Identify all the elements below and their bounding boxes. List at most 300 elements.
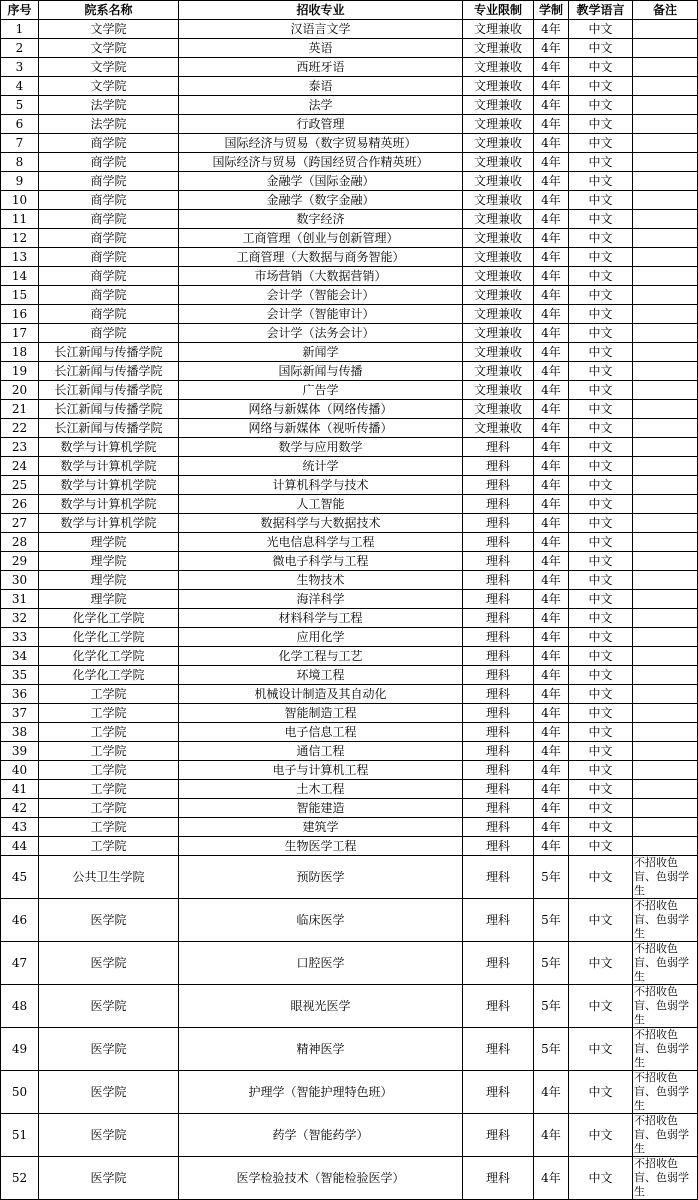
table-row — [1, 476, 698, 495]
cell-note — [633, 267, 698, 286]
cell-years: 4年 — [534, 457, 569, 476]
cell-lang: 中文 — [569, 856, 633, 899]
cell-limit: 文理兼收 — [463, 191, 534, 210]
cell-lang: 中文 — [569, 985, 633, 1028]
cell-college: 工学院 — [39, 837, 179, 856]
cell-years: 4年 — [534, 1157, 569, 1200]
cell-major: 智能建造 — [179, 799, 463, 818]
table-row — [1, 153, 698, 172]
header-college: 院系名称 — [39, 1, 179, 20]
cell-limit: 文理兼收 — [463, 305, 534, 324]
cell-no: 2 — [1, 39, 39, 58]
cell-note — [633, 799, 698, 818]
cell-note: 不招收色盲、色弱学生 — [633, 1071, 698, 1114]
cell-no: 25 — [1, 476, 39, 495]
cell-no: 47 — [1, 942, 39, 985]
cell-lang: 中文 — [569, 837, 633, 856]
cell-college: 商学院 — [39, 210, 179, 229]
cell-no: 26 — [1, 495, 39, 514]
cell-major: 泰语 — [179, 77, 463, 96]
table-row — [1, 495, 698, 514]
cell-lang: 中文 — [569, 20, 633, 39]
table-row — [1, 39, 698, 58]
cell-lang: 中文 — [569, 58, 633, 77]
cell-years: 4年 — [534, 58, 569, 77]
cell-major: 汉语言文学 — [179, 20, 463, 39]
cell-limit: 理科 — [463, 1071, 534, 1114]
cell-note — [633, 134, 698, 153]
cell-limit: 文理兼收 — [463, 419, 534, 438]
cell-limit: 文理兼收 — [463, 20, 534, 39]
table-row — [1, 134, 698, 153]
cell-college: 数学与计算机学院 — [39, 514, 179, 533]
cell-years: 4年 — [534, 533, 569, 552]
cell-major: 精神医学 — [179, 1028, 463, 1071]
cell-lang: 中文 — [569, 761, 633, 780]
table-row — [1, 818, 698, 837]
cell-years: 4年 — [534, 134, 569, 153]
cell-major: 西班牙语 — [179, 58, 463, 77]
cell-limit: 文理兼收 — [463, 324, 534, 343]
cell-college: 工学院 — [39, 780, 179, 799]
table-row — [1, 191, 698, 210]
cell-college: 法学院 — [39, 96, 179, 115]
cell-major: 统计学 — [179, 457, 463, 476]
cell-lang: 中文 — [569, 457, 633, 476]
cell-years: 4年 — [534, 628, 569, 647]
cell-lang: 中文 — [569, 1157, 633, 1200]
table-row — [1, 419, 698, 438]
cell-major: 智能制造工程 — [179, 704, 463, 723]
cell-no: 40 — [1, 761, 39, 780]
cell-college: 文学院 — [39, 77, 179, 96]
table-row — [1, 210, 698, 229]
table-row — [1, 856, 698, 899]
cell-major: 金融学（国际金融） — [179, 172, 463, 191]
cell-note: 不招收色盲、色弱学生 — [633, 985, 698, 1028]
cell-note — [633, 419, 698, 438]
cell-limit: 理科 — [463, 856, 534, 899]
cell-no: 14 — [1, 267, 39, 286]
cell-no: 21 — [1, 400, 39, 419]
cell-years: 4年 — [534, 742, 569, 761]
cell-limit: 理科 — [463, 647, 534, 666]
table-row — [1, 438, 698, 457]
cell-no: 13 — [1, 248, 39, 267]
cell-major: 口腔医学 — [179, 942, 463, 985]
cell-no: 11 — [1, 210, 39, 229]
header-no: 序号 — [1, 1, 39, 20]
table-row — [1, 343, 698, 362]
cell-no: 42 — [1, 799, 39, 818]
table-row — [1, 324, 698, 343]
table-row — [1, 362, 698, 381]
cell-college: 商学院 — [39, 191, 179, 210]
cell-college: 医学院 — [39, 899, 179, 942]
cell-note — [633, 362, 698, 381]
cell-limit: 理科 — [463, 985, 534, 1028]
cell-no: 33 — [1, 628, 39, 647]
cell-note — [633, 476, 698, 495]
cell-lang: 中文 — [569, 942, 633, 985]
cell-limit: 理科 — [463, 685, 534, 704]
cell-lang: 中文 — [569, 134, 633, 153]
cell-major: 会计学（法务会计） — [179, 324, 463, 343]
cell-limit: 理科 — [463, 742, 534, 761]
cell-college: 化学化工学院 — [39, 666, 179, 685]
cell-college: 理学院 — [39, 552, 179, 571]
cell-major: 金融学（数字金融） — [179, 191, 463, 210]
cell-limit: 文理兼收 — [463, 153, 534, 172]
cell-limit: 理科 — [463, 495, 534, 514]
cell-years: 4年 — [534, 286, 569, 305]
header-note: 备注 — [633, 1, 698, 20]
cell-college: 公共卫生学院 — [39, 856, 179, 899]
cell-no: 36 — [1, 685, 39, 704]
cell-limit: 理科 — [463, 1114, 534, 1157]
cell-years: 4年 — [534, 552, 569, 571]
cell-limit: 文理兼收 — [463, 343, 534, 362]
cell-no: 38 — [1, 723, 39, 742]
cell-major: 护理学（智能护理特色班） — [179, 1071, 463, 1114]
cell-college: 长江新闻与传播学院 — [39, 362, 179, 381]
cell-no: 27 — [1, 514, 39, 533]
cell-no: 32 — [1, 609, 39, 628]
cell-college: 医学院 — [39, 1028, 179, 1071]
cell-college: 商学院 — [39, 267, 179, 286]
cell-no: 37 — [1, 704, 39, 723]
cell-years: 4年 — [534, 1071, 569, 1114]
cell-years: 4年 — [534, 685, 569, 704]
cell-lang: 中文 — [569, 324, 633, 343]
cell-note — [633, 704, 698, 723]
cell-note — [633, 628, 698, 647]
cell-lang: 中文 — [569, 780, 633, 799]
cell-major: 材料科学与工程 — [179, 609, 463, 628]
cell-lang: 中文 — [569, 153, 633, 172]
cell-limit: 文理兼收 — [463, 115, 534, 134]
cell-lang: 中文 — [569, 438, 633, 457]
cell-note — [633, 514, 698, 533]
cell-college: 长江新闻与传播学院 — [39, 381, 179, 400]
cell-lang: 中文 — [569, 1028, 633, 1071]
cell-limit: 理科 — [463, 1157, 534, 1200]
cell-lang: 中文 — [569, 571, 633, 590]
cell-no: 28 — [1, 533, 39, 552]
cell-no: 20 — [1, 381, 39, 400]
cell-note — [633, 438, 698, 457]
table-row — [1, 590, 698, 609]
cell-limit: 文理兼收 — [463, 58, 534, 77]
cell-years: 4年 — [534, 799, 569, 818]
cell-no: 12 — [1, 229, 39, 248]
cell-years: 4年 — [534, 20, 569, 39]
cell-major: 药学（智能药学） — [179, 1114, 463, 1157]
cell-limit: 理科 — [463, 799, 534, 818]
cell-major: 土木工程 — [179, 780, 463, 799]
cell-years: 4年 — [534, 419, 569, 438]
cell-limit: 理科 — [463, 438, 534, 457]
cell-limit: 理科 — [463, 761, 534, 780]
cell-college: 长江新闻与传播学院 — [39, 419, 179, 438]
cell-lang: 中文 — [569, 305, 633, 324]
cell-years: 4年 — [534, 609, 569, 628]
cell-lang: 中文 — [569, 723, 633, 742]
cell-lang: 中文 — [569, 229, 633, 248]
cell-college: 商学院 — [39, 134, 179, 153]
cell-no: 24 — [1, 457, 39, 476]
cell-note — [633, 191, 698, 210]
cell-major: 国际新闻与传播 — [179, 362, 463, 381]
cell-limit: 文理兼收 — [463, 77, 534, 96]
cell-lang: 中文 — [569, 647, 633, 666]
cell-note — [633, 58, 698, 77]
cell-years: 5年 — [534, 1028, 569, 1071]
cell-lang: 中文 — [569, 39, 633, 58]
cell-no: 17 — [1, 324, 39, 343]
cell-college: 数学与计算机学院 — [39, 457, 179, 476]
header-limit: 专业限制 — [463, 1, 534, 20]
cell-years: 4年 — [534, 571, 569, 590]
table-row — [1, 514, 698, 533]
cell-note — [633, 609, 698, 628]
cell-college: 工学院 — [39, 799, 179, 818]
cell-college: 长江新闻与传播学院 — [39, 343, 179, 362]
cell-lang: 中文 — [569, 704, 633, 723]
cell-no: 50 — [1, 1071, 39, 1114]
cell-years: 4年 — [534, 837, 569, 856]
cell-years: 4年 — [534, 666, 569, 685]
cell-limit: 文理兼收 — [463, 248, 534, 267]
cell-lang: 中文 — [569, 514, 633, 533]
cell-years: 4年 — [534, 210, 569, 229]
cell-years: 4年 — [534, 248, 569, 267]
cell-no: 35 — [1, 666, 39, 685]
cell-years: 4年 — [534, 438, 569, 457]
cell-major: 数字经济 — [179, 210, 463, 229]
table-row — [1, 761, 698, 780]
cell-limit: 文理兼收 — [463, 362, 534, 381]
cell-limit: 理科 — [463, 1028, 534, 1071]
cell-limit: 文理兼收 — [463, 39, 534, 58]
cell-lang: 中文 — [569, 609, 633, 628]
cell-note: 不招收色盲、色弱学生 — [633, 1028, 698, 1071]
cell-college: 法学院 — [39, 115, 179, 134]
cell-note — [633, 400, 698, 419]
cell-no: 22 — [1, 419, 39, 438]
cell-no: 31 — [1, 590, 39, 609]
cell-lang: 中文 — [569, 362, 633, 381]
cell-lang: 中文 — [569, 799, 633, 818]
cell-no: 4 — [1, 77, 39, 96]
cell-lang: 中文 — [569, 1114, 633, 1157]
cell-no: 34 — [1, 647, 39, 666]
cell-years: 4年 — [534, 153, 569, 172]
cell-major: 国际经济与贸易（数字贸易精英班） — [179, 134, 463, 153]
cell-no: 52 — [1, 1157, 39, 1200]
cell-major: 计算机科学与技术 — [179, 476, 463, 495]
cell-college: 数学与计算机学院 — [39, 476, 179, 495]
cell-major: 预防医学 — [179, 856, 463, 899]
cell-limit: 文理兼收 — [463, 381, 534, 400]
cell-no: 3 — [1, 58, 39, 77]
cell-note — [633, 723, 698, 742]
cell-major: 电子信息工程 — [179, 723, 463, 742]
table-row — [1, 77, 698, 96]
table-body — [1, 20, 698, 1200]
cell-limit: 理科 — [463, 609, 534, 628]
cell-college: 医学院 — [39, 942, 179, 985]
table-row — [1, 267, 698, 286]
cell-college: 文学院 — [39, 39, 179, 58]
cell-note — [633, 305, 698, 324]
cell-lang: 中文 — [569, 899, 633, 942]
cell-years: 4年 — [534, 77, 569, 96]
cell-note — [633, 552, 698, 571]
cell-limit: 文理兼收 — [463, 172, 534, 191]
cell-no: 39 — [1, 742, 39, 761]
table-row — [1, 742, 698, 761]
cell-major: 海洋科学 — [179, 590, 463, 609]
cell-limit: 理科 — [463, 780, 534, 799]
cell-lang: 中文 — [569, 210, 633, 229]
cell-major: 市场营销（大数据营销） — [179, 267, 463, 286]
cell-college: 工学院 — [39, 723, 179, 742]
cell-limit: 理科 — [463, 818, 534, 837]
cell-college: 数学与计算机学院 — [39, 495, 179, 514]
cell-major: 光电信息科学与工程 — [179, 533, 463, 552]
cell-lang: 中文 — [569, 685, 633, 704]
table-row — [1, 666, 698, 685]
table-row — [1, 457, 698, 476]
cell-note — [633, 666, 698, 685]
cell-limit: 理科 — [463, 590, 534, 609]
cell-college: 商学院 — [39, 305, 179, 324]
cell-college: 商学院 — [39, 286, 179, 305]
cell-college: 工学院 — [39, 685, 179, 704]
cell-years: 4年 — [534, 647, 569, 666]
cell-no: 5 — [1, 96, 39, 115]
cell-major: 英语 — [179, 39, 463, 58]
cell-major: 微电子科学与工程 — [179, 552, 463, 571]
cell-college: 工学院 — [39, 761, 179, 780]
table-row — [1, 685, 698, 704]
table-row — [1, 552, 698, 571]
cell-limit: 理科 — [463, 571, 534, 590]
cell-limit: 理科 — [463, 514, 534, 533]
cell-no: 19 — [1, 362, 39, 381]
cell-years: 4年 — [534, 590, 569, 609]
cell-limit: 文理兼收 — [463, 286, 534, 305]
cell-limit: 文理兼收 — [463, 400, 534, 419]
table-row — [1, 381, 698, 400]
table-row — [1, 1028, 698, 1071]
cell-lang: 中文 — [569, 552, 633, 571]
cell-major: 机械设计制造及其自动化 — [179, 685, 463, 704]
table-row — [1, 1071, 698, 1114]
cell-major: 法学 — [179, 96, 463, 115]
cell-years: 4年 — [534, 362, 569, 381]
cell-college: 理学院 — [39, 533, 179, 552]
header-years: 学制 — [534, 1, 569, 20]
cell-note: 不招收色盲、色弱学生 — [633, 1157, 698, 1200]
cell-lang: 中文 — [569, 343, 633, 362]
cell-note — [633, 818, 698, 837]
cell-major: 眼视光医学 — [179, 985, 463, 1028]
cell-lang: 中文 — [569, 742, 633, 761]
cell-major: 应用化学 — [179, 628, 463, 647]
cell-major: 工商管理（创业与创新管理） — [179, 229, 463, 248]
header-major: 招收专业 — [179, 1, 463, 20]
cell-college: 化学化工学院 — [39, 647, 179, 666]
cell-major: 网络与新媒体（网络传播） — [179, 400, 463, 419]
cell-limit: 文理兼收 — [463, 267, 534, 286]
cell-major: 数学与应用数学 — [179, 438, 463, 457]
table-row — [1, 799, 698, 818]
cell-years: 4年 — [534, 704, 569, 723]
cell-years: 4年 — [534, 39, 569, 58]
cell-note — [633, 229, 698, 248]
cell-limit: 理科 — [463, 723, 534, 742]
cell-major: 广告学 — [179, 381, 463, 400]
cell-limit: 理科 — [463, 476, 534, 495]
table-row — [1, 647, 698, 666]
cell-major: 建筑学 — [179, 818, 463, 837]
cell-lang: 中文 — [569, 96, 633, 115]
table-row — [1, 248, 698, 267]
cell-note — [633, 685, 698, 704]
cell-no: 15 — [1, 286, 39, 305]
cell-years: 4年 — [534, 267, 569, 286]
cell-note — [633, 780, 698, 799]
cell-note — [633, 115, 698, 134]
cell-years: 4年 — [534, 723, 569, 742]
cell-note: 不招收色盲、色弱学生 — [633, 942, 698, 985]
cell-college: 商学院 — [39, 248, 179, 267]
table-row — [1, 609, 698, 628]
cell-no: 1 — [1, 20, 39, 39]
cell-note: 不招收色盲、色弱学生 — [633, 899, 698, 942]
table-row — [1, 1114, 698, 1157]
cell-major: 医学检验技术（智能检验医学） — [179, 1157, 463, 1200]
table-row — [1, 400, 698, 419]
cell-note — [633, 742, 698, 761]
cell-lang: 中文 — [569, 400, 633, 419]
cell-note — [633, 590, 698, 609]
cell-no: 30 — [1, 571, 39, 590]
cell-lang: 中文 — [569, 666, 633, 685]
cell-note — [633, 381, 698, 400]
cell-lang: 中文 — [569, 419, 633, 438]
cell-lang: 中文 — [569, 172, 633, 191]
table-row — [1, 899, 698, 942]
cell-lang: 中文 — [569, 115, 633, 134]
cell-lang: 中文 — [569, 495, 633, 514]
cell-note — [633, 248, 698, 267]
cell-no: 43 — [1, 818, 39, 837]
cell-no: 16 — [1, 305, 39, 324]
cell-college: 理学院 — [39, 571, 179, 590]
table-row — [1, 942, 698, 985]
cell-no: 23 — [1, 438, 39, 457]
cell-no: 44 — [1, 837, 39, 856]
cell-college: 医学院 — [39, 1114, 179, 1157]
cell-years: 4年 — [534, 381, 569, 400]
table-row — [1, 96, 698, 115]
cell-major: 临床医学 — [179, 899, 463, 942]
cell-years: 4年 — [534, 761, 569, 780]
cell-limit: 理科 — [463, 533, 534, 552]
